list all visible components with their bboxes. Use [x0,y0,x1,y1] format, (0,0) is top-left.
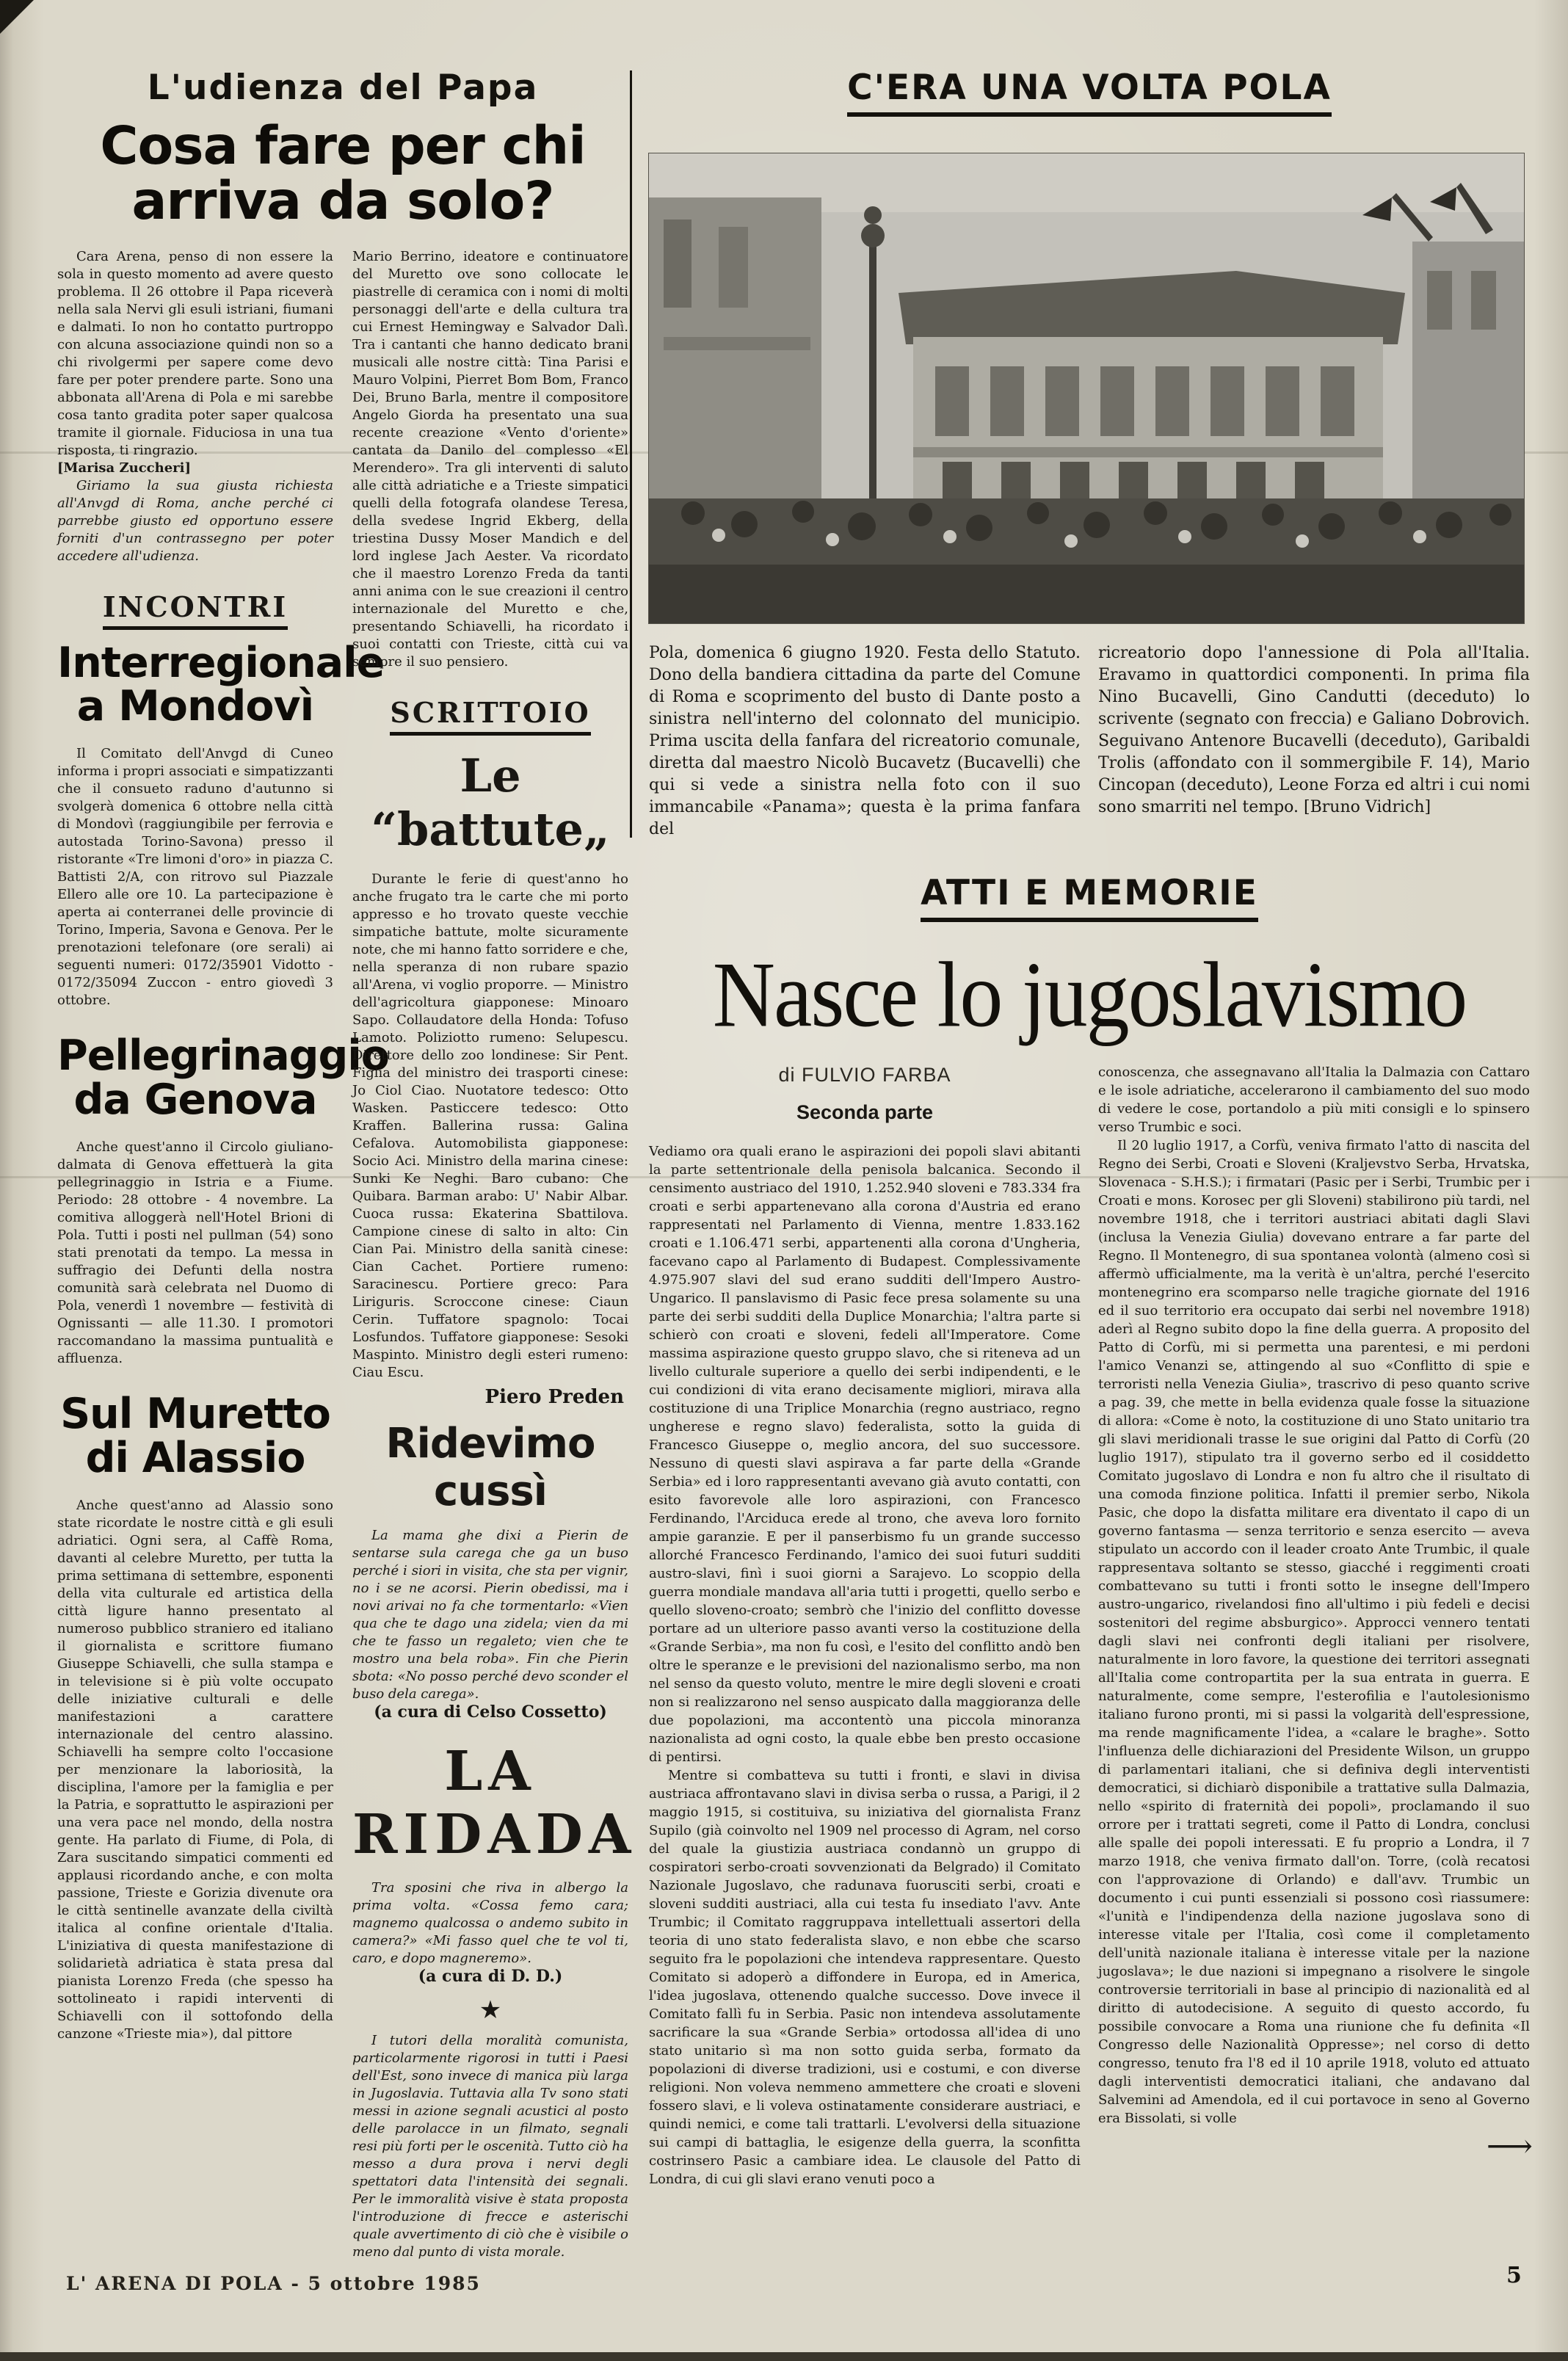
muretto-paragraph: Anche quest'anno ad Alassio sono state ricordate le nostre città e gli esuli adriatici. Ogni sera, al Caffè Roma, davanti al celebre Muretto, per tutta la prima settimana di settembre, esponenti della vita culturale ed artistica della città ligure hanno presentato al numeroso pubblico straniero ed italiano il giornalista e scrittore fiumano Giuseppe Schiavelli, che sulla stampa e in televisione si è più volte occupato delle iniziative culturali e delle manifestazioni a carattere internazionale del centro alassino. Schiavelli ha sempre colto l'occasione per menzionare la laboriosità, la disciplina, l'amore per la famiglia e per la Patria, e soprattutto le aspirazioni per una vera pace nel mondo, della nostra gente. Ha parlato di Fiume, di Pola, di Zara suscitando simpatici commenti ed applausi ricordando anche, e con molta passione, Trieste e Gorizia divenute ora le città sentinelle avanzate della civiltà italica al confine orientale d'Italia. L'iniziativa di questa manifestazione di solidarietà adriatica è stata presa dal pianista Lorenzo Freda (che spesso ha sottolineato i rapidi interventi di Schiavelli con il sottofondo della canzone «Trieste mia»), dal pittore [57,1497,333,2042]
letter-body [57,248,333,565]
letter-signature: [Marisa Zuccheri] [57,460,192,476]
incontri-paragraph: Il Comitato dell'Anvgd di Cuneo informa i propri associati e simpatizzanti che il consueto raduno d'autunno si svolgerà domenica 6 ottobre nella città di Mondovì (raggiungibile per ferrovia e autostada Torino-Savona) presso il ristorante «Tre limoni d'oro» in piazza C. Battisti 2/A, con ritrovo sul Piazzale Ellero alle ore 10. La partecipazione è aperta ai conterranei delle provincie di Torino, Imperia, Savona e Genova. Per le prenotazioni telefonare (ore serali) ai seguenti numeri: 0172/35901 Vidotto - 0172/35094 Zuccon - entro giovedì 3 ottobre. [57,746,333,1009]
continuation-arrow-icon: ⟶ [1486,2128,1530,2165]
page-content [57,68,1530,2261]
ridevimo-credit: (a cura di Celso Cossetto) [374,1702,607,1722]
pellegrinaggio-paragraph: Anche quest'anno il Circolo giuliano-dalmata di Genova effettuerà la gita pellegrinaggio in Istria e a Fiume. Periodo: 28 ottobre - 4 novembre. La comitiva alloggerà nell'Hotel Brioni di Pola. Tutti i posti nel pullman (54) sono stati prenotati da tempo. La messa in suffragio dei Defunti della nostra comunità sarà celebrata nel Duomo di Pola, venerdì 1 novembre — festività di Ognissanti — alle 11.30. I promotori raccomandano la massima puntualità e affluenza. [57,1139,333,1366]
muretto-continuation-paragraph: Mario Berrino, ideatore e continuatore del Muretto ove sono collocate le piastrelle di ceramica con i nomi di molti personaggi dell'arte e della cultura tra cui Ernest Hemingway e Salvador Dalì. Tra i cantanti che hanno dedicato brani musicali alle nostre città: Tina Parisi e Mauro Volpini, Pierret Bom Bom, Franco Dei, Bruno Barla, mentre il compositore Angelo Giorda ha presentato una sua recente creazione «Vento d'oriente» cantata da Danilo del complesso «El Merendero». Tra gli interventi di saluto alle città adriatiche e a Trieste simpatici quelli della fotografa olandese Teresa, della svedese Ingrid Ekberg, della triestina Dussy Moser Mandich e del lord inglese Jach Aester. Va ricordato che il maestro Lorenzo Freda da tanti anni anima con le sue creazioni il centro internazionale del Muretto e che, presentando Schiavelli, ha ricordato i suoi contatti con Trieste, città cui va sempre il suo pensiero. [352,248,628,670]
battute-paragraph: Durante le ferie di quest'anno ho anche frugato tra le carte che mi porto appresso e ho trovato queste vecchie simpatiche battute, molte sicuramente note, che mi hanno fatto sorridere e che, nella speranza di non rubare spazio all'Arena, vi voglio proporre. — Ministro dell'agricoltura giapponese: Minoaro Sapo. Collaudatore della Honda: Tofuso Lamoto. Poliziotto rumeno: Selupescu. Direttore dello zoo londinese: Sir Pent. Figlia del ministro dei trasporti cinese: Jo Ciol Ciao. Nuotatore tedesco: Otto Wasken. Pasticcere tedesco: Otto Kraffen. Ballerina russa: Galina Cefalova. Automobilista giapponese: Socio Aci. Ministro della marina cinese: Sunki Ke Neghi. Baro cubano: Che Quibara. Barman arabo: U' Nabir Albar. Cuoca russa: Ekaterina Sbattilova. Campione cinese di salto in alto: Cin Cian Pai. Ministro della sanità cinese: Cian Cachet. Portiere rumeno: Saracinescu. Portiere greco: Para Liriguris. Scroccone cinese: Ciaun Cerin. Tuffatore spagnolo: Tocai Losfundos. Tuffatore giapponese: Sesoki Maspinto. Ministro degli esteri rumeno: Ciau Escu. [352,871,628,1380]
ridevimo-paragraph: La mama ghe dixi a Pierin de sentarse sula carega che ga un buso perché i siori in visita, che sta per vignir, no i se ne acorsi. Pierin obedissi, ma i novi arivai no fa che tormentarlo: «Vien qua che te dago una zidela; vien da mi che te fasso un regaleto; vien che te mostro una bela roba». Fin che Pierin sbota: «No posso perché devo sconder el buso dela carega». [352,1527,628,1702]
kicker-incontri [57,590,333,630]
kicker-atti-e-memorie [649,873,1530,922]
headline-ridevimo: Ridevimo cussì [385,1419,595,1515]
battute-body [352,871,628,1382]
left-section [57,68,637,2261]
headline-interregionale: Interregionale a Mondovì [57,638,385,731]
kicker-cera-una-volta [649,68,1530,117]
scan-corner-artifact [0,0,34,34]
historic-photo-illustration [649,153,1524,623]
caption-column-1: Pola, domenica 6 giugno 1920. Festa dello Statuto. Dono della bandiera cittadina da parte del Comune di Roma e scoprimento del busto di Dante posto a sinistra nell'interno del colonnato del municipio. Prima uscita della fanfara del ricreatorio comunale, diretta dal maestro Nicolò Bucavetz (Bucavelli) che qui si vede a sinistra nella foto con il suo immancabile «Panama»; questa è la prima fanfara del [649,644,1081,838]
incontri-body [57,745,333,1009]
left-column [57,248,389,2261]
photo-caption [649,642,1530,841]
ridada-body [352,1879,628,1968]
ridevimo-body [352,1527,628,1703]
muretto-continuation [352,248,628,671]
moral-note-paragraph: I tutori della moralità comunista, particolarmente rigorosi in tutti i Paesi dell'Est, sono invece di manica più larga in Jugoslavia. Tuttavia alla Tv sono stati messi in azione segnali acustici al posto delle parolacce in un filmato, segnali resi più forti per le oscenità. Tutto ciò ha messo a dura prova i nervi degli spettatori data l'intensità dei segnali. Per le immoralità visive è stata proposta l'introduzione di frecce e asterischi quale avvertimento di ciò che è visibile o meno dal punto di vista morale. [352,2032,628,2260]
moral-note-body [352,2032,628,2261]
headline-pellegrinaggio: Pellegrinaggio da Genova [57,1031,389,1125]
historic-photo [649,153,1524,623]
headline-muretto: Sul Muretto di Alassio [60,1389,330,1482]
star-separator-icon: ★ [479,1995,502,2025]
kicker-scrittoio [352,696,628,736]
byline-block [649,1066,1081,1122]
kicker-atti-label: ATTI E MEMORIE [921,873,1258,922]
caption-column-2: ricreatorio dopo l'annessione di Pola all'Italia. Eravamo in quattordici componenti. In prima fila Nino Bucavelli, Gino Candutti (deceduto) lo scrivente (segnato con freccia) e Galiano Dobrovich. Seguivano Antenore Bucavelli (deceduto), Garibaldi Trolis (affondato con il sommergibile F. 14), Mario Cincopan (deceduto), Leone Forza ed altri i cui nomi sono smarriti nel tempo. [Bruno Vidrich] [1098,644,1530,816]
article-title: Nasce lo jugoslavismo [712,943,1467,1047]
ridada-credit: (a cura di D. D.) [418,1966,563,1986]
battute-signature: Piero Preden [484,1385,624,1408]
article-paragraph: Il 20 luglio 1917, a Corfù, veniva firmato l'atto di nascita del Regno dei Serbi, Croati e Sloveni (Kraljevstvo Serba, Hrvatska, Slovenaca - S.H.S.); i firmatari (Pasic per i Serbi, Trumbic per i Croati e mons. Korosec per gli Sloveni) stabilirono più tardi, nel novembre 1918, che i territori austriaci abitati dagli Slavi (inclusa la Venezia Giulia) dovevano entrare a far parte del Regno. Il Montenegro, di sua spontanea volontà (almeno così si affermò ufficialmente, ma la verità è un'altra, perché l'esercito montenegrino era scomparso nelle tragiche giornate del 1916 ed il suo territorio era occupato dai serbi nel novembre 1918) aderì al Regno subito dopo la fine della guerra. A proposito del Patto di Corfù, mi si permetta una parentesi, e mi perdoni l'amico Venanzi se, attingendo al suo «Conflitto di spie e terroristi nella Venezia Giulia», trascrivo di peso quanto scrive a pag. 39, che mette in bella evidenza quale fosse la situazione di allora: «Come è noto, la costituzione di uno Stato unitario tra gli slavi meridionali trasse le sue origini dal Patto di Corfù (20 luglio 1917), stipulato tra il governo serbo ed il cosiddetto Comitato jugoslavo di Londra e non fu altro che il risultato di una comoda finzione politica. Infatti il premier serbo, Nikola Pasic, che dopo la disfatta militare era diventato il capo di un governo fantasma — senza territorio e senza esercito — aveva stipulato un accordo con il leader croato Ante Trumbic, il quale rappresentava soltanto se stesso, giacché i reggimenti croati combattevano su tutti i fronti sotto le insegne dell'Impero austro-ungarico, rivelandosi fino all'ultimo i più fedeli e decisi sostenitori del regime absburgico». Approcci vennero tentati dagli slavi nei confronti degli italiani per risolvere, naturalmente in loro favore, la questione dei territori assegnati all'Italia come contropartita per la sua entrata in guerra. E naturalmente, come sempre, l'esterofilia e l'autolesionismo italiano furono pronti, mi si passi la volgarità dell'espressione, ma rende magnificamente l'idea, a «calare le braghe». Sotto l'influenza delle dichiarazioni del Presidente Wilson, un gruppo di parlamentari italiani, che si definiva degli interventisti democratici, si dichiarò disponibile a trattative sulla Dalmazia, nello «spirito di fraternità dei popoli», proclamando il suo orrore per i trattati segreti, come il Patto di Londra, conclusi alle spalle dei popoli interessati. E fu proprio a Londra, il 7 marzo 1918, che veniva firmato dall'on. Torre, (colà recatosi con l'approvazione di Orlando) e dall'avv. Trumbic un documento i cui punti essenziali si possono così riassumere: «l'unità e l'indipendenza della nazione jugoslava sono di interesse vitale per l'Italia, così come il completamento dell'unità nazionale italiana è interesse vitale per la nazione jugoslava»; le due nazioni si impegnano a risolvere le singole controversie territoriali in base al principio di nazionalità ed al diritto di autodecisione. A seguito di questo accordo, fu possibile convocare a Roma una riunione che fu definita «Il Congresso delle Nazionalità Oppresse»; nel corso di detto congresso, tenuto fra l'8 ed il 10 aprile 1918, voluto ed attuato dagli interventisti democratici italiani, che andavano dal Salvemini ad Amendola, ed il cui portavoce in seno al Governo era Bissolati, si volle [1098,1138,1530,2126]
article-body [649,1063,1530,2188]
headline-ridada: LA RIDADA [352,1739,637,1866]
kicker-scrittoio-label: SCRITTOIO [390,696,590,736]
article-byline: di FULVIO FARBA [778,1064,951,1086]
letter-reply: Giriamo la sua giusta richiesta all'Anvgd di Roma, anche perché ci parrebbe giusto ed opportuno essere forniti d'un contrassegno per poter accedere all'udienza. [57,477,333,564]
headline-battute: Le “battute„ [371,748,610,856]
headline-cosa-fare: Cosa fare per chi arriva da solo? [100,115,586,232]
article-part-label: Seconda parte [796,1101,934,1123]
right-section [649,68,1530,2261]
pellegrinaggio-body [57,1139,333,1368]
article-paragraph: Mentre si combatteva su tutti i fronti, e slavi in divisa austriaca affrontavano slavi in divisa serba o russa, a Parigi, il 2 maggio 1915, si costituiva, su iniziativa del giornalista Franz Supilo (già coinvolto nel 1909 nel processo di Agram, nel corso del quale la giustizia austriaca condannò un gruppo di cospiratori serbo-croati sovvenzionati da Belgrado) il Comitato Nazionale Jugoslavo, che radunava fuorusciti serbi, croati e sloveni sudditi austriaci, alla cui testa fu insediato l'avv. Ante Trumbic; il Comitato raggruppava intellettuali assertori della teoria di uno stato federalista slavo, e non ebbe che scarso seguito fra le popolazioni che intendeva rappresentare. Questo Comitato si adoperò a diffondere in Europa, ed in America, l'idea jugoslava, ottenendo qualche successo. Dove invece il Comitato fallì fu in Serbia. Pasic non intendeva assolutamente sacrificare la sua «Grande Serbia» ortodossa all'idea di uno stato unitario sì ma non sotto guida serba, formato da popolazioni di diverse tradizioni, usi e costumi, e con diverse religioni. Non voleva nemmeno ammettere che croati e sloveni fossero slavi, e li voleva ostinatamente considerare austriaci, e quindi nemici, e come tali trattarli. L'evolversi della situazione sui campi di battaglia, le esigenze della guerra, la sconfitta costrinsero Pasic a cambiare idea. Le clausole del Patto di Londra, di cui gli slavi erano venuti poco a [649,1768,1081,2187]
kicker-incontri-label: INCONTRI [103,590,288,630]
muretto-body [57,1497,333,2043]
ridada-paragraph: Tra sposini che riva in albergo la prima volta. «Cossa femo cara; magnemo qualcossa o andemo subito in camera?» «Mi fasso quel che te vol ti, caro, e dopo magneremo». [352,1879,628,1966]
article-paragraph: conoscenza, che assegnavano all'Italia la Dalmazia con Cattaro e le isole adriatiche, accelerarono il cambiamento del suo modo di vedere le cose, portandolo a più miti consigli e lo spinsero verso Trumbic e soci. [1098,1065,1530,1135]
page-number: 5 [1506,2263,1522,2288]
middle-column [352,248,637,2261]
kicker-cera-una-volta-label: C'ERA UNA VOLTA POLA [847,68,1332,117]
letter-paragraph: Cara Arena, penso di non essere la sola in questo momento ad avere questo problema. Il 26 ottobre il Papa riceverà nella sala Nervi gli esuli istriani, fiumani e dalmati. Io non ho contatto purtroppo con alcuna associazione quindi non so a chi rivolgermi per sapere come devo fare per poter prendere parte. Sono una abbonata all'Arena di Pola e mi sarebbe cosa tanto gradita poter saper qualcosa tramite il giornale. Fiduciosa in una tua risposta, ti ringrazio. [57,248,333,458]
article-column-a [649,1063,1081,2188]
kicker-udienza: L'udienza del Papa [147,68,539,108]
article-column-b [1098,1063,1530,2188]
article-paragraph: Vediamo ora quali erano le aspirazioni dei popoli slavi abitanti la parte settentrionale della penisola balcanica. Secondo il censimento austriaco del 1910, 1.252.940 sloveni e 783.334 fra croati e serbi appartenevano alla corona d'Austria ed erano rappresentati nel Parlamento di Vienna, mentre 1.833.162 croati e 1.106.471 serbi, appartenenti alla corona d'Ungheria, facevano capo al Parlamento di Budapest. Complessivamente 4.975.907 slavi del sud erano sudditi dell'Impero Austro-Ungarico. Il panslavismo di Pasic fece presa solamente su una parte dei serbi sudditi della Duplice Monarchia; l'altra parte si schierò con croati e sloveni, fedeli all'Imperatore. Come massima aspirazione questo gruppo slavo, che si riteneva ad un livello culturale superiore a quello dei serbi indipendenti, e le cui condizioni di vita erano decisamente migliori, mirava alla costituzione di una Triplice Monarchia (regno austriaco, regno ungherese e regno slavo) federalista, sotto la guida di Francesco Giuseppe o, meglio ancora, del suo successore. Nessuno di questi slavi aspirava a far parte della «Grande Serbia» ed i loro rappresentanti avevano già avuto contatti, con esito favorevole alle loro aspirazioni, con Francesco Ferdinando, l'Arciduca erede al trono, che aveva loro fornito ampie garanzie. E per il panserbismo fu un grande successo allorché Francesco Ferdinando, l'amico dei suoi futuri sudditi austro-slavi, finì i suoi giorni a Sarajevo. Lo scoppio della guerra mondiale mandava all'aria tutti i progetti, quello serbo e quello sloveno-croato; sembrò che l'inizio del conflitto dovesse portare ad un ulteriore passo avanti verso la costituzione della «Grande Serbia», ma non fu così, e l'esito del conflitto andò ben oltre le speranze e le previsioni del nazionalismo serbo, ma non nel senso da questo voluto, mentre le mire degli sloveni e croati non si realizzarono nel senso auspicato dalla maggioranza delle due popolazioni, ma accontentò una piccola minoranza nazionalista ad ogni costo, la quale ebbe ben presto occasione di pentirsi. [649,1144,1081,1765]
footer-masthead: L' ARENA DI POLA - 5 ottobre 1985 [66,2273,481,2294]
